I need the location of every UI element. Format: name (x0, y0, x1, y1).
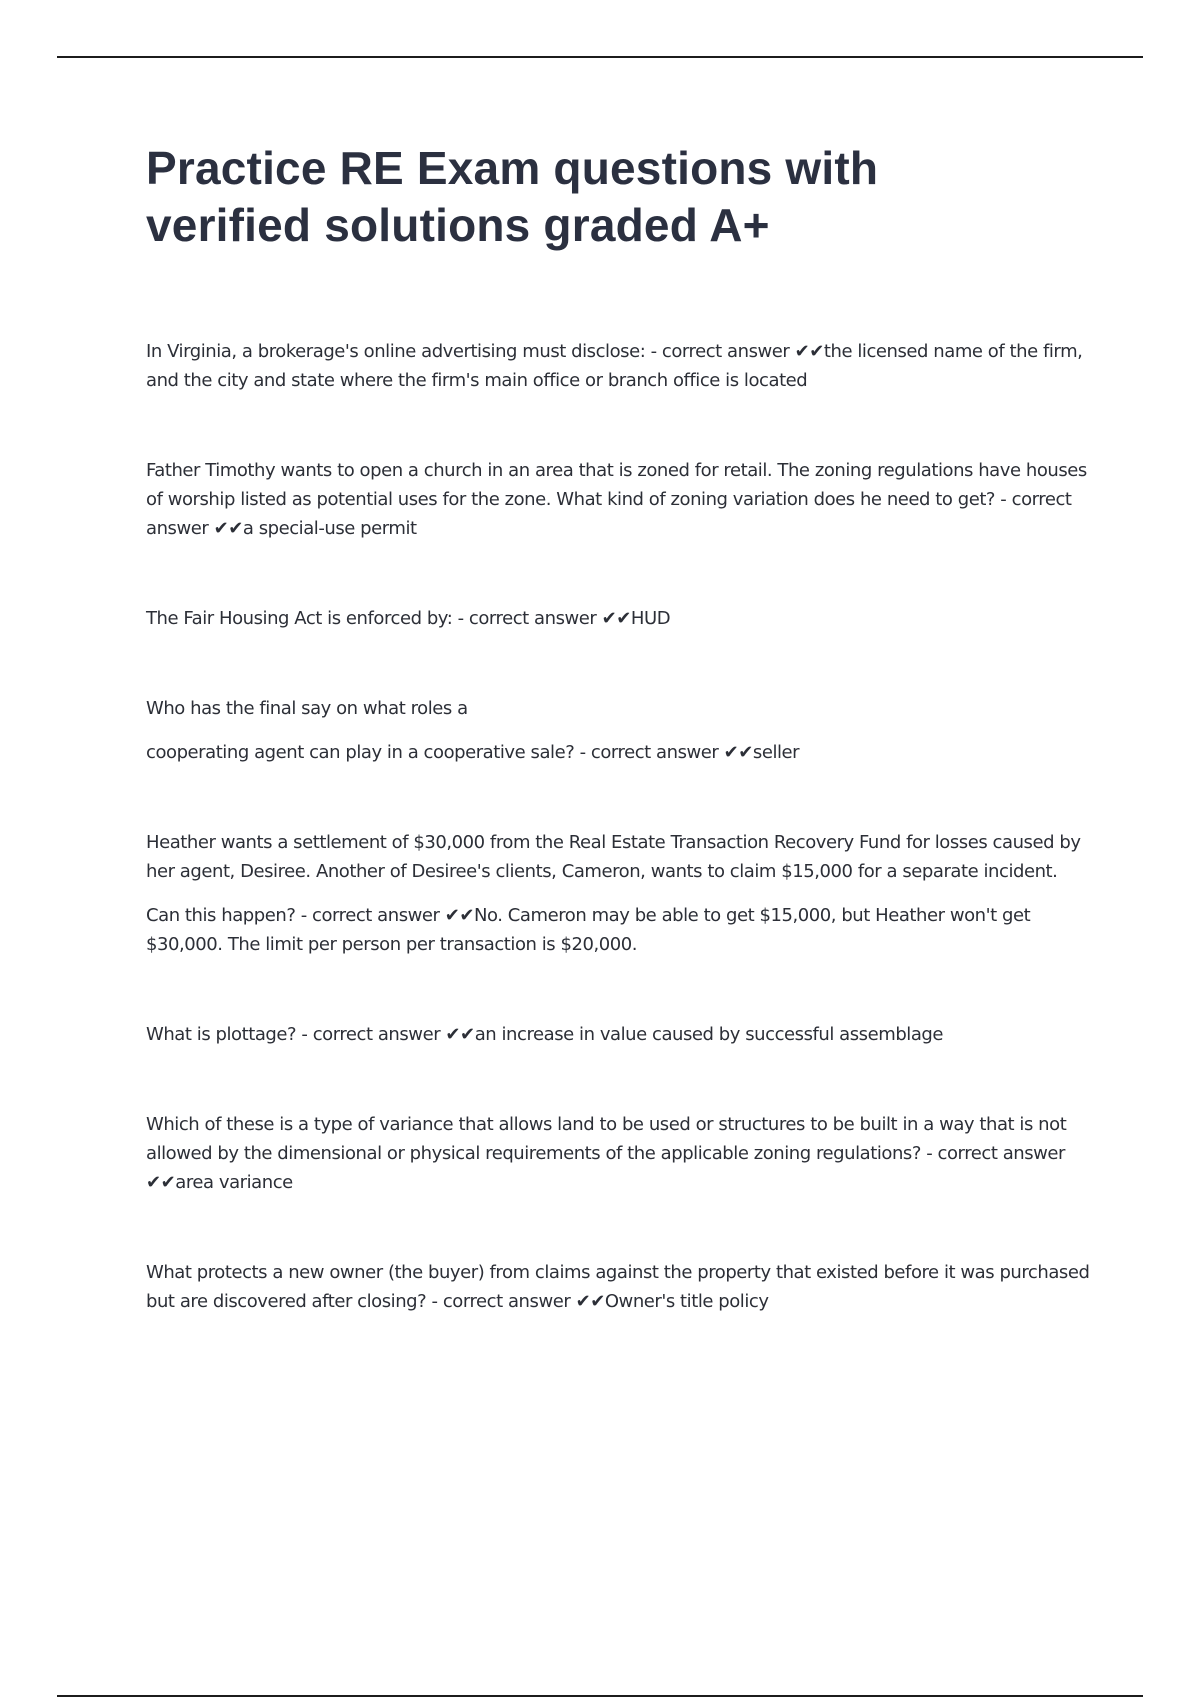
question-list (146, 337, 1091, 1316)
question-item (146, 1110, 1091, 1197)
title-line-1: Practice RE Exam questions with (146, 142, 879, 194)
question-item (146, 456, 1091, 543)
question-item (146, 337, 1091, 395)
question-item (146, 1020, 1091, 1049)
question-item (146, 604, 1091, 633)
question-text: In Virginia, a brokerage's online advertising must disclose: - correct answer ✔✔the licensed name of the firm, and the city and state where the firm's main office or branch office is located (146, 341, 1083, 391)
question-text: Can this happen? - correct answer ✔✔No. Cameron may be able to get $15,000, but Heather won't get $30,000. The limit per person per transaction is $20,000. (146, 905, 1031, 955)
question-item (146, 1258, 1091, 1316)
question-text: Who has the final say on what roles a (146, 698, 468, 719)
top-rule (57, 56, 1143, 58)
question-text: What is plottage? - correct answer ✔✔an increase in value caused by successful assemblage (146, 1024, 944, 1045)
question-text: cooperating agent can play in a cooperative sale? - correct answer ✔✔seller (146, 742, 800, 763)
document-title (146, 140, 1091, 254)
document-body (146, 140, 1091, 1316)
question-text: Father Timothy wants to open a church in an area that is zoned for retail. The zoning regulations have houses of worship listed as potential uses for the zone. What kind of zoning variation does he need to get? - correct answer ✔✔a special-use permit (146, 460, 1087, 539)
bottom-rule (57, 1695, 1143, 1697)
title-line-2: verified solutions graded A+ (146, 199, 770, 251)
question-text: The Fair Housing Act is enforced by: - correct answer ✔✔HUD (146, 608, 671, 629)
question-text: What protects a new owner (the buyer) from claims against the property that existed before it was purchased but are discovered after closing? - correct answer ✔✔Owner's title policy (146, 1262, 1090, 1312)
question-item (146, 694, 1091, 767)
question-text: Heather wants a settlement of $30,000 from the Real Estate Transaction Recovery Fund for losses caused by her agent, Desiree. Another of Desiree's clients, Cameron, wants to claim $15,000 for a separate incident. (146, 832, 1081, 882)
question-item (146, 828, 1091, 959)
question-text: Which of these is a type of variance that allows land to be used or structures to be built in a way that is not allowed by the dimensional or physical requirements of the applicable zoning regulations? - correct answer ✔✔area variance (146, 1114, 1067, 1193)
